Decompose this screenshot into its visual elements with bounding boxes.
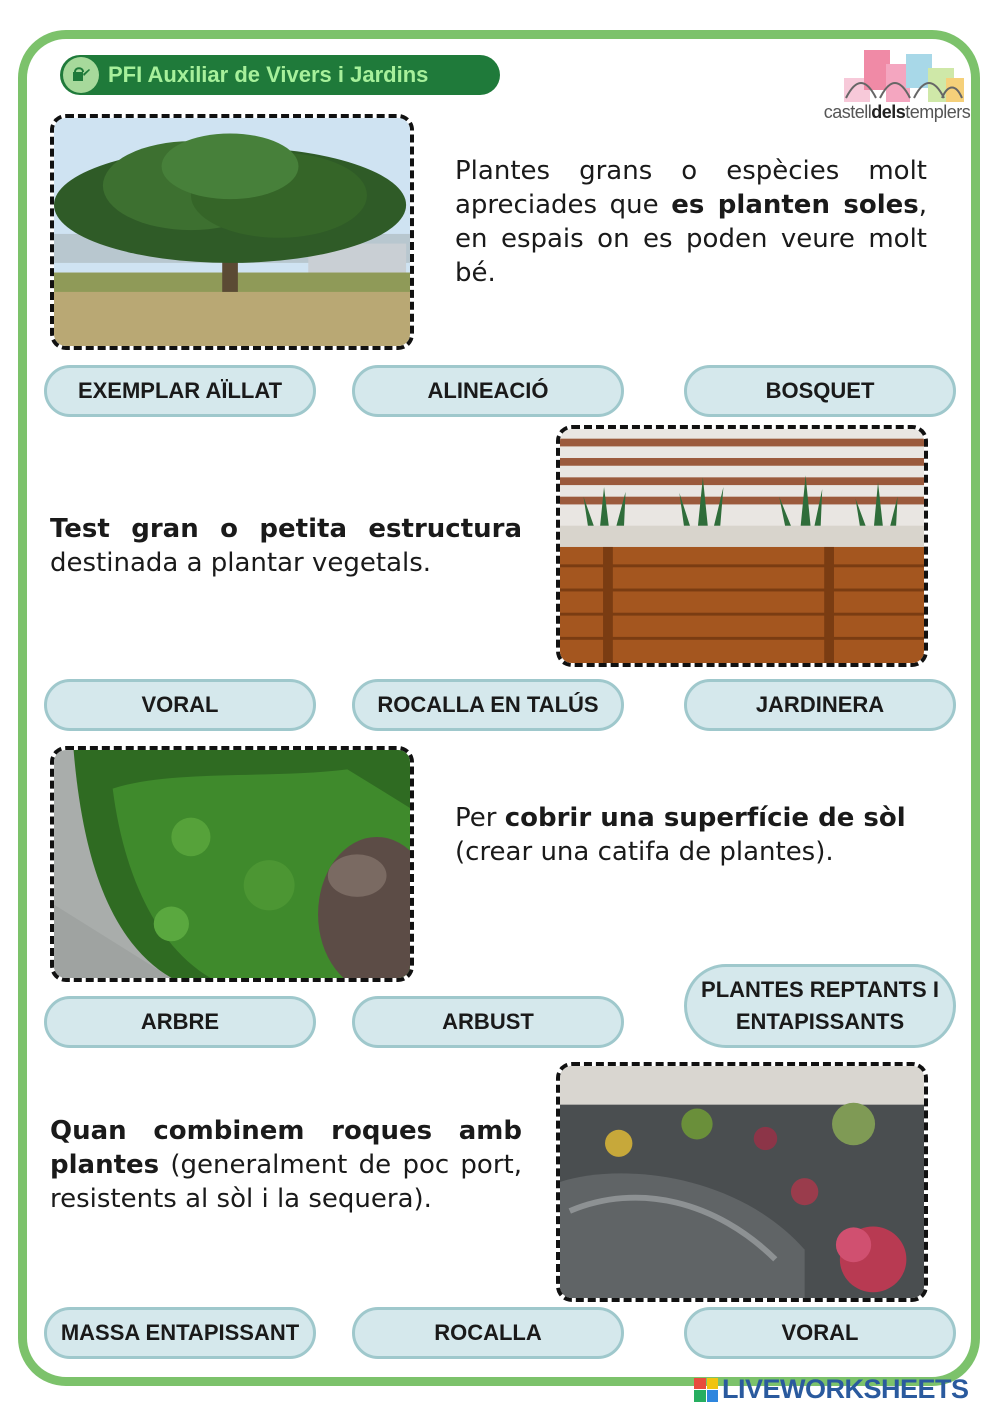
- watering-can-icon: [63, 57, 99, 93]
- option-bosquet[interactable]: BOSQUET: [684, 365, 956, 417]
- liveworksheets-text: LIVEWORKSHEETS: [722, 1374, 969, 1404]
- option-rocalla[interactable]: ROCALLA: [352, 1307, 624, 1359]
- photo-planter: [556, 425, 928, 667]
- description-3: Per cobrir una superfície de sòl (crear una catifa de plantes).: [455, 803, 906, 867]
- option-voral-2[interactable]: VORAL: [684, 1307, 956, 1359]
- option-alineacio[interactable]: ALINEACIÓ: [352, 365, 624, 417]
- description-1: Plantes grans o espècies molt apreciades que es planten soles, en espais on es poden veure molt bé.: [455, 156, 927, 288]
- description-2: Test gran o petita estructura destinada a plantar vegetals.: [50, 514, 522, 578]
- option-jardinera[interactable]: JARDINERA: [684, 679, 956, 731]
- option-voral[interactable]: VORAL: [44, 679, 316, 731]
- option-arbust[interactable]: ARBUST: [352, 996, 624, 1048]
- option-plantes-reptants[interactable]: PLANTES REPTANTS I ENTAPISSANTS: [684, 964, 956, 1048]
- option-exemplar-aillat[interactable]: EXEMPLAR AÏLLAT: [44, 365, 316, 417]
- description-4: Quan combinem roques amb plantes (generalment de poc port, resistents al sòl i la sequera).: [50, 1116, 522, 1214]
- liveworksheets-brand[interactable]: [694, 1374, 969, 1405]
- option-rocalla-en-talus[interactable]: ROCALLA EN TALÚS: [352, 679, 624, 731]
- course-header: [60, 55, 500, 95]
- photo-isolated-tree: [50, 114, 414, 350]
- logo-text: castelldelstemplers: [823, 102, 971, 122]
- photo-groundcover: [50, 746, 414, 982]
- option-arbre[interactable]: ARBRE: [44, 996, 316, 1048]
- liveworksheets-logo-icon: [694, 1378, 718, 1402]
- course-title: PFI Auxiliar de Vivers i Jardins: [108, 62, 429, 87]
- photo-rockery: [556, 1062, 928, 1302]
- school-logo: [822, 48, 972, 130]
- logo-graphic-icon: [842, 48, 967, 106]
- option-massa-entapissant[interactable]: MASSA ENTAPISSANT: [44, 1307, 316, 1359]
